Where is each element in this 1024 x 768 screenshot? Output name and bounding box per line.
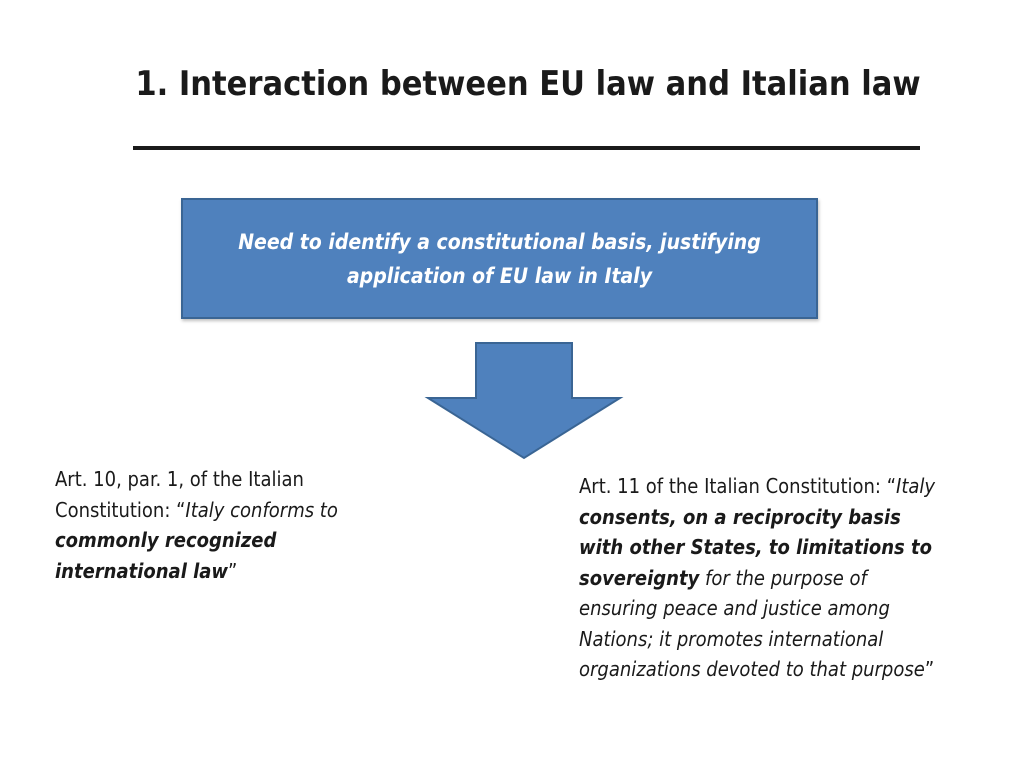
article-10-lead: Art. 10, par. 1, of the Italian Constitution: “ xyxy=(55,467,304,522)
article-11-close-quote: ” xyxy=(924,657,935,681)
callout-box xyxy=(181,198,818,319)
down-arrow-icon xyxy=(424,340,624,462)
article-11-italic-2: for the purpose of ensuring peace and justice among Nations; it promotes international organizations devoted to that purpose xyxy=(579,565,925,681)
article-10-text xyxy=(55,464,385,586)
article-11-lead: Art. 11 of the Italian Constitution: “ xyxy=(579,474,897,498)
article-11-italic-1: Italy xyxy=(896,474,936,498)
article-10-quote-italic: Italy conforms to xyxy=(185,497,338,522)
article-10-close-quote: ” xyxy=(228,558,238,583)
article-11-text xyxy=(579,471,939,685)
article-11-bold: consents, on a reciprocity basis with other States, to limitations to sovereignty xyxy=(579,504,932,590)
slide-title: 1. Interaction between EU law and Italian law xyxy=(135,64,921,104)
title-underline xyxy=(133,146,920,150)
callout-text: Need to identify a constitutional basis, justifying application of EU law in Italy xyxy=(238,229,761,288)
article-10-quote-bold: commonly recognized international law xyxy=(55,528,277,583)
